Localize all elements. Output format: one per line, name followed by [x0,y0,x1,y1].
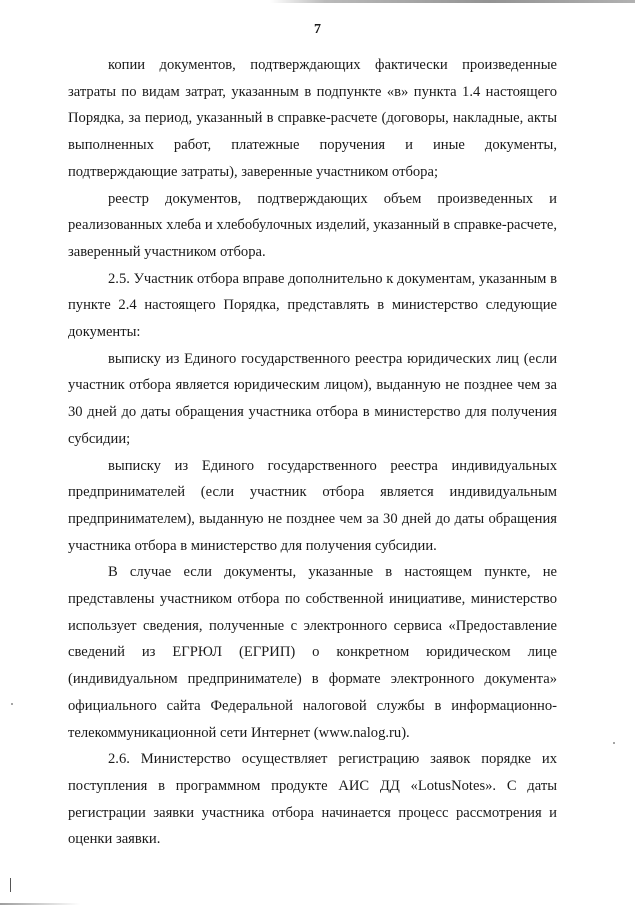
paragraph-registry-of-documents: реестр документов, подтверждающих объем произведенных и реализованных хлеба и хлебобулочных изделий, указанный в справке-расчете, заверенный участником отбора. [68,190,557,260]
paragraph-if-documents-not-provided: В случае если документы, указанные в настоящем пункте, не представлены участником отбора по собственной инициативе, министерство использует сведения, полученные с электронного сервиса «Предоставление сведений из ЕГРЮЛ (ЕГРИП) о конкретном юридическом лице (индивидуальном предпринимателе) в формате электронного документа» официального сайта Федеральной налоговой службы в информационно-телекоммуникационной сети Интернет (www.nalog.ru). [68,564,557,741]
scan-margin-mark [10,878,11,892]
page-number: 7 [314,22,321,37]
paragraph-egrip-extract: выписку из Единого государственного реестра индивидуальных предпринимателей (если участник отбора является индивидуальным предпринимателем), выданную не позднее чем за 30 дней до даты обращения участника отбора в министерство для получения субсидии. [68,457,557,554]
scan-edge-top [270,0,635,3]
paragraph-2-6: 2.6. Министерство осуществляет регистрацию заявок порядке их поступления в программном продукте АИС ДД «LotusNotes». С даты регистрации заявки участника отбора начинается процесс рассмотрения и оценки заявки. [68,751,557,848]
paragraph-copies-of-documents: копии документов, подтверждающих фактически произведенные затраты по видам затрат, указанным в подпункте «в» пункта 1.4 настоящего Порядка, за период, указанный в справке-расчете (договоры, накладные, акты выполненных работ, платежные поручения и иные документы, подтверждающие затраты), заверенные участником отбора; [68,57,557,180]
scan-speck [613,742,615,744]
paragraph-egrul-extract: выписку из Единого государственного реестра юридических лиц (если участник отбора является юридическим лицом), выданную не позднее чем за 30 дней до даты обращения участника отбора в министерство для получения субсидии; [68,350,557,447]
paragraph-2-5: 2.5. Участник отбора вправе дополнительно к документам, указанным в пункте 2.4 настоящего Порядка, представлять в министерство следующие документы: [68,270,557,341]
document-body [68,52,557,853]
scan-speck [11,703,13,705]
